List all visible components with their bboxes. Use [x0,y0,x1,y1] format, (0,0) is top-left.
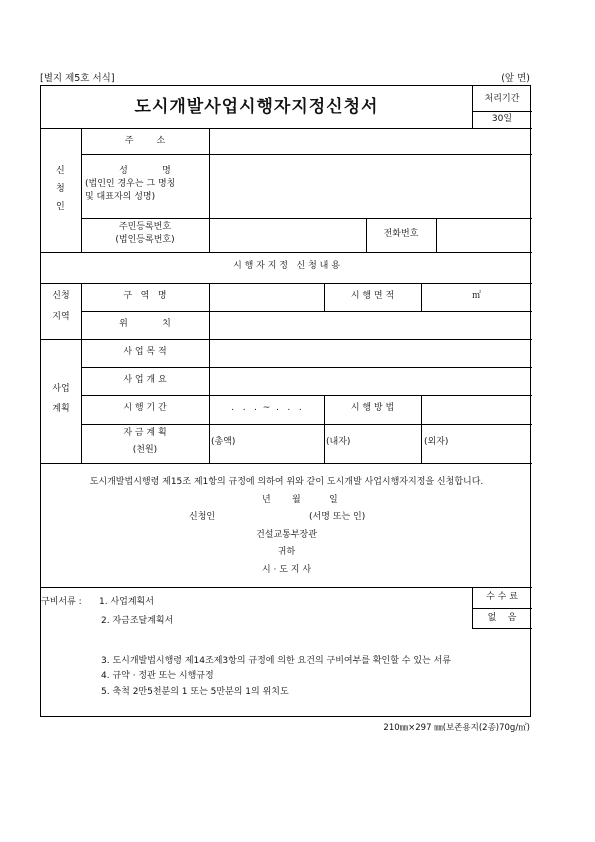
overview-bottom-line [81,395,532,396]
recipient-minister: 건설교통부장관 [256,530,317,540]
date-month: 월 [292,495,301,505]
purpose-bottom-line [81,367,532,368]
section-title: 시 행 자 지 정 신 청 내 용 [233,261,340,271]
plan-bottom-line [41,463,532,464]
section-title-bottom-line [41,283,532,284]
fee-label: 수 수 료 [486,592,518,602]
method-label: 시 행 방 법 [350,403,395,413]
name-label: 성 명 [119,166,171,176]
period-label: 시 행 기 간 [123,403,167,413]
period-value: . . . ~ . . . [231,403,302,413]
application-form [40,85,531,717]
region-bottom-line [41,339,532,340]
resident-number-label: 주민등록번호 [118,222,172,232]
region-plan-label-line [209,283,210,463]
region-group-label-2: 지역 [52,312,70,322]
funding-domestic-label: (내자) [326,437,351,447]
overview-label: 사 업 개 요 [123,375,167,385]
form-title: 도시개발사업시행자지정신청서 [134,97,379,117]
zone-name-label: 구 역 명 [123,291,167,301]
funding-label: 자 금 계 획 [123,428,167,438]
documents-label: 구비서류 : [41,597,82,607]
declaration-bottom-line [41,587,532,588]
date-year: 년 [262,495,271,505]
declaration-statement: 도시개발법시행령 제15조 제1항의 규정에 의하여 위와 같이 도시개발 사업시행자지정을 신청합니다. [89,477,484,487]
paper-spec-footer: 210㎜×297 ㎜(보존용지(2종)70g/㎡) [383,723,530,733]
address-label: 주 소 [124,136,166,146]
document-item-5: 5. 축척 2만5천분의 1 또는 5만분의 1의 위치도 [101,687,289,697]
signature-note: (서명 또는 인) [309,512,366,522]
area-unit: ㎡ [471,291,481,301]
name-bottom-line [81,218,532,219]
plan-group-label-1: 사업 [52,384,70,394]
funding-total-label: (총액) [211,437,236,447]
date-day: 일 [329,495,338,505]
page-side-label: (앞 면) [501,73,530,84]
fee-divider-line [472,608,532,609]
phone-label: 전화번호 [383,229,419,239]
foreign-left-line [421,424,422,463]
document-item-2: 2. 자금조달계획서 [101,616,174,626]
document-item-1: 1. 사업계획서 [99,597,154,607]
applicant-group-char-2: 청 [56,184,65,194]
address-bottom-line [81,154,532,155]
fee-bottom-line [472,628,532,629]
region-group-label-1: 신청 [52,291,70,301]
name-note-line-1: (법인인 경우는 그 명칭 [85,179,176,189]
document-item-4: 4. 규약 · 정관 또는 시행규정 [101,671,214,681]
applicant-bottom-line [41,252,532,253]
processing-period-value: 30일 [491,114,513,124]
period-bottom-line [81,424,532,425]
zone-bottom-line [81,311,532,312]
applicant-group-char-1: 신 [56,166,65,176]
applicant-group-char-3: 인 [56,202,65,212]
form-number: [별지 제5호 서식] [40,73,115,84]
recipient-governor: 시 · 도 지 사 [261,565,312,575]
funding-unit: (천원) [132,445,158,455]
document-item-3: 3. 도시개발법시행령 제14조제3항의 규정에 의한 요건의 구비여부를 확인할 수 있는 서류 [101,656,451,666]
applicant-label-line [209,128,210,252]
funding-foreign-label: (외자) [424,437,449,447]
processing-bottom-line [472,128,532,129]
applicant-signature-label: 신청인 [189,512,216,522]
plan-group-label-2: 계획 [52,404,70,414]
method-right-line [421,395,422,424]
corporate-number-note: (법인등록번호) [115,235,175,245]
processing-period-label: 처리기간 [484,94,520,104]
recipient-honorific: 귀하 [277,547,296,557]
fee-value: 없 음 [487,613,517,623]
processing-divider-line [472,111,532,112]
phone-right-line [436,218,437,252]
name-note-line-2: 및 대표자의 성명) [85,192,156,202]
area-label: 시 행 면 적 [350,291,395,301]
title-bottom-line [41,128,472,129]
domestic-left-line [324,424,325,463]
location-label: 위 치 [119,319,171,329]
purpose-label: 사 업 목 적 [123,347,167,357]
